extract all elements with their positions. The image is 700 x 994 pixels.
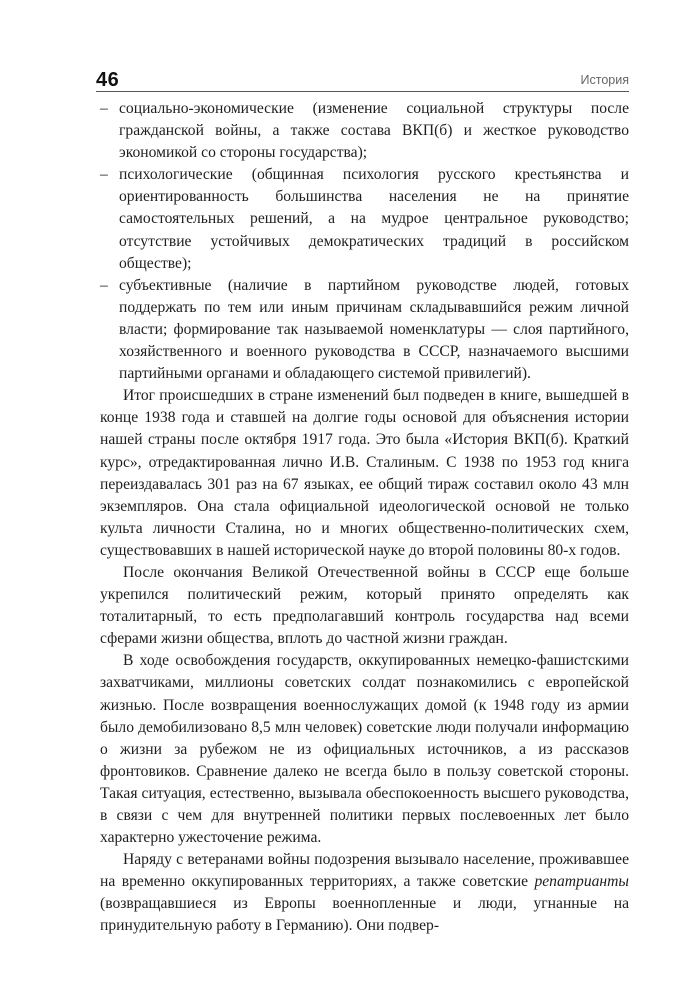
paragraph-repatriants	[100, 849, 629, 937]
running-title: История	[580, 73, 629, 87]
page-body	[100, 98, 629, 938]
list-item-text: субъективные (наличие в партийном руководстве людей, готовых поддержать по тем или иным причинам складывавшийся режим личной власти; формирование так называемой номенклатуры — слоя партийного, хозяйственного и военного руководства в СССР, назначаемого высшими партийными органами и обладающего системой привилегий).	[119, 276, 629, 383]
page-header	[96, 69, 629, 95]
list-item	[100, 275, 629, 385]
paragraph-text: Наряду с ветеранами войны подозрения вызывало население, проживавшее на временно оккупированных территориях, а также советские	[100, 851, 629, 891]
list-dash: –	[100, 276, 108, 294]
list-item-text: психологические (общинная психология русского крестьянства и ориентированность большинства населения не на принятие самостоятельных решений, а на мудрое центральное руководство; отсутствие устойчивых демократических традиций в российском обществе);	[119, 166, 629, 272]
paragraph-text: (возвращавшиеся из Европы военнопленные и люди, угнанные на принудительную работу в Германию). Они подвер-	[100, 895, 629, 935]
list-dash: –	[100, 100, 108, 117]
italic-term: репатрианты	[534, 873, 629, 891]
list-item-text: социально-экономические (изменение социальной структуры после гражданской войны, а также состава ВКП(б) и жесткое руководство экономикой со стороны государства);	[119, 100, 629, 162]
list-dash: –	[100, 166, 108, 184]
header-rule	[96, 91, 629, 92]
paragraph-liberation: В ходе освобождения государств, оккупированных немецко-фашистскими захватчиками, миллионы советских солдат познакомились с европейской жизнью. После возвращения военнослужащих домой (к 1948 году из армии было демобилизовано 8,5 млн человек) советские люди получали информацию о жизни за рубежом не из официальных источников, а из рассказов фронтовиков. Сравнение далеко не всегда было в пользу советской стороны. Такая ситуация, естественно, вызывала обеспокоенность высшего руководства, в связи с чем для внутренней политики первых послевоенных лет было характерно ужесточение режима.	[100, 652, 629, 847]
paragraph-history-book: Итог происшедших в стране изменений был подведен в книге, вышедшей в конце 1938 года и ставшей на долгие годы основой для объяснения истории нашей страны после октября 1917 года. Это была «История ВКП(б). Краткий курс», отредактированная лично И.В. Сталиным. С 1938 по 1953 год книга переиздавалась 301 раз на 67 языках, ее общий тираж составил около 43 млн экземпляров. Она стала официальной идеологической основой не только культа личности Сталина, но и многих общественно-политических схем, существовавших в нашей исторической науке до второй половины 80-х годов.	[100, 387, 629, 559]
list-item	[100, 98, 629, 164]
list-item	[100, 164, 629, 274]
paragraph-postwar-regime: После окончания Великой Отечественной войны в СССР еще больше укрепился политический режим, который принято определять как тоталитарный, то есть предполагавший контроль государства над всеми сферами жизни общества, вплоть до частной жизни граждан.	[100, 563, 629, 648]
page-number: 46	[96, 69, 120, 91]
